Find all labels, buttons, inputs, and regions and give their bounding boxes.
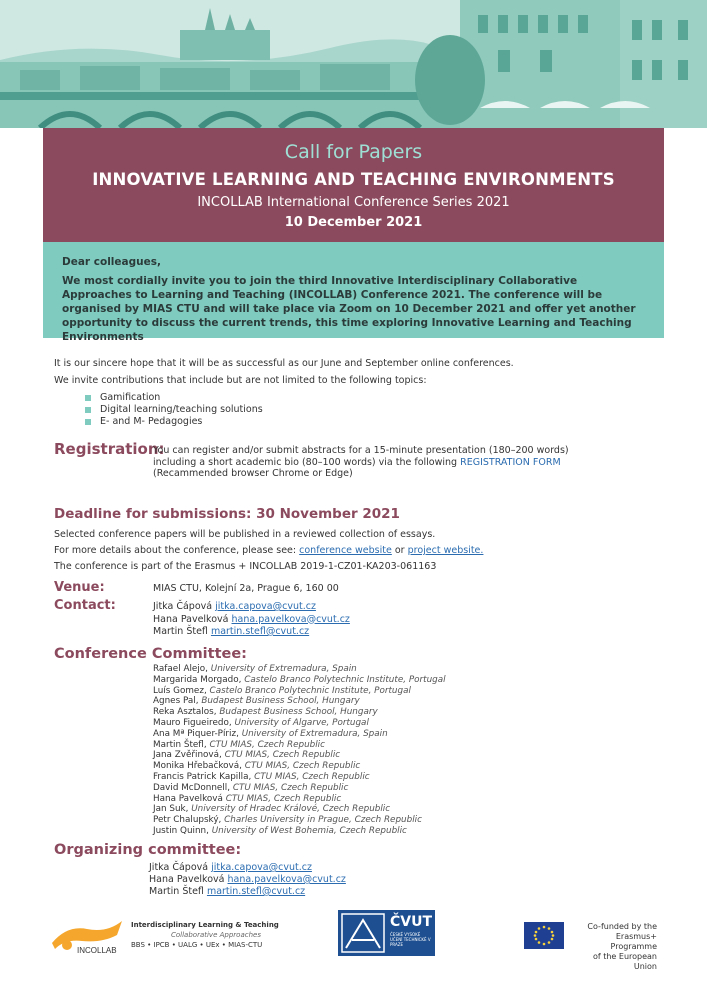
svg-text:INCOLLAB: INCOLLAB — [77, 946, 117, 955]
venue-heading: Venue: — [54, 580, 105, 595]
greeting: Dear colleagues, — [62, 256, 161, 268]
list-item: Jitka Čápová jitka.capova@cvut.cz — [153, 601, 316, 612]
list-item: Luís Gomez, Castelo Branco Polytechnic Institute, Portugal — [153, 685, 411, 696]
list-item: Reka Asztalos, Budapest Business School, Hungary — [153, 707, 378, 718]
project-website-link[interactable]: project website. — [407, 545, 484, 556]
contact-heading: Contact: — [54, 598, 116, 613]
organizing-list — [149, 862, 346, 898]
list-item: Francis Patrick Kapilla, CTU MIAS, Czech Republic — [153, 771, 370, 782]
bullet-icon — [85, 419, 91, 425]
title-band — [43, 128, 664, 242]
conference-series: INCOLLAB International Conference Series 2021 — [197, 195, 510, 210]
conference-date: 10 December 2021 — [284, 215, 423, 230]
header-image — [0, 0, 707, 128]
list-item: Rafael Alejo, University of Extremadura, Spain — [153, 664, 357, 674]
list-item: Monika Hřebačková, CTU MIAS, Czech Republic — [153, 761, 361, 772]
list-item: David McDonnell, CTU MIAS, Czech Republic — [153, 782, 349, 793]
email-link[interactable]: hana.pavelkova@cvut.cz — [227, 874, 346, 885]
list-item: Martin Štefl martin.stefl@cvut.cz — [149, 886, 306, 897]
email-link[interactable]: martin.stefl@cvut.cz — [206, 886, 306, 897]
registration-text: You can register and/or submit abstracts for a 15-minute presentation (180–200 words) including a short academic bio (80–100 words) via the following REGISTRATION FORM (Recammended browser Chrome or Edge) — [153, 445, 569, 479]
invitation-box — [43, 242, 664, 343]
list-item: Margarida Morgado, Castelo Branco Polytechnic Institute, Portugal — [153, 674, 446, 685]
list-item: Jana Zvěřinová, CTU MIAS, Czech Republic — [153, 750, 341, 761]
bullet-icon — [85, 407, 91, 413]
conference-title: INNOVATIVE LEARNING AND TEACHING ENVIRONMENTS — [92, 170, 615, 189]
intro-line-1: It is our sincere hope that it will be as successful as our June and September online conferences. — [54, 358, 514, 369]
organizing-heading: Organizing committee: — [54, 842, 242, 858]
list-item: Jan Suk, University of Hradec Králové, Czech Republic — [153, 804, 391, 815]
incollab-logo — [47, 915, 127, 955]
topics-list — [85, 392, 263, 428]
list-item: Gamification — [85, 392, 263, 404]
list-item: Mauro Figueiredo, University of Algarve, Portugal — [153, 717, 369, 728]
info-block: Selected conference papers will be published in a reviewed collection of essays. For more details about the conference, please see: conference website or project website. The conference is part of the Erasmus + INCOLLAB 2019-1-CZ01-KA203-061163 — [54, 529, 484, 572]
intro-line-2: We invite contributions that include but are not limited to the following topics: — [54, 375, 427, 386]
committee-list — [153, 664, 446, 837]
incollab-tagline: Interdisciplinary Learning & Teaching Collaborative Approaches BBS • IPCB • UALG • UEx • MIAS-CTU — [131, 921, 279, 949]
list-item: Martin Štefl, CTU MIAS, Czech Republic — [153, 739, 325, 750]
committee-heading: Conference Committee: — [54, 646, 247, 662]
eu-flag-icon — [524, 922, 564, 949]
list-item: Jitka Čápová jitka.capova@cvut.cz — [149, 862, 312, 873]
list-item: E- and M- Pedagogies — [85, 416, 263, 428]
email-link[interactable]: hana.pavelkova@cvut.cz — [231, 613, 350, 625]
eu-cofunded-text: Co-funded by the Erasmus+ Programme of the European Union — [587, 922, 657, 971]
invitation-text: We most cordially invite you to join the third Innovative Interdisciplinary Collaborative Approaches to Learning and Teaching (INCOLLAB) Conference 2021. The conference will be organised by MIAS CTU and will take place via Zoom on 10 December 2021 and offer yet another opportunity to discuss the current trends, this time exploring Innovative Learning and Teaching Environments — [62, 275, 636, 343]
bullet-icon — [85, 395, 91, 401]
contact-list — [153, 601, 350, 639]
email-link[interactable]: jitka.capova@cvut.cz — [211, 862, 312, 873]
list-item: Digital learning/teaching solutions — [85, 404, 263, 416]
cvut-logo: ČVUT ČESKÉ VYSOKÉ UČENÍ TECHNICKÉ V PRAZE — [338, 910, 435, 956]
email-link[interactable]: martin.stefl@cvut.cz — [210, 626, 310, 637]
deadline-heading: Deadline for submissions: 30 November 2021 — [54, 506, 400, 522]
list-item: Justin Quinn, University of West Bohemia, Czech Republic — [153, 825, 407, 836]
venue-address: MIAS CTU, Kolejní 2a, Prague 6, 160 00 — [153, 583, 339, 594]
call-for-papers-label: Call for Papers — [284, 141, 423, 163]
list-item: Hana Pavelková hana.pavelkova@cvut.cz — [153, 613, 350, 625]
list-item: Hana Pavelková CTU MIAS, Czech Republic — [153, 793, 342, 804]
conference-website-link[interactable]: conference website — [299, 545, 392, 556]
registration-heading: Registration: — [54, 440, 165, 458]
registration-form-link[interactable]: REGISTRATION FORM — [460, 456, 561, 468]
list-item: Martin Štefl martin.stefl@cvut.cz — [153, 626, 310, 637]
list-item: Petr Chalupský, Charles University in Prague, Czech Republic — [153, 815, 422, 826]
email-link[interactable]: jitka.capova@cvut.cz — [215, 601, 316, 612]
list-item: Ana Mª Piquer-Píriz, University of Extremadura, Spain — [153, 728, 388, 739]
list-item: Hana Pavelková hana.pavelkova@cvut.cz — [149, 874, 346, 885]
list-item: Agnes Pal, Budapest Business School, Hungary — [153, 696, 360, 707]
